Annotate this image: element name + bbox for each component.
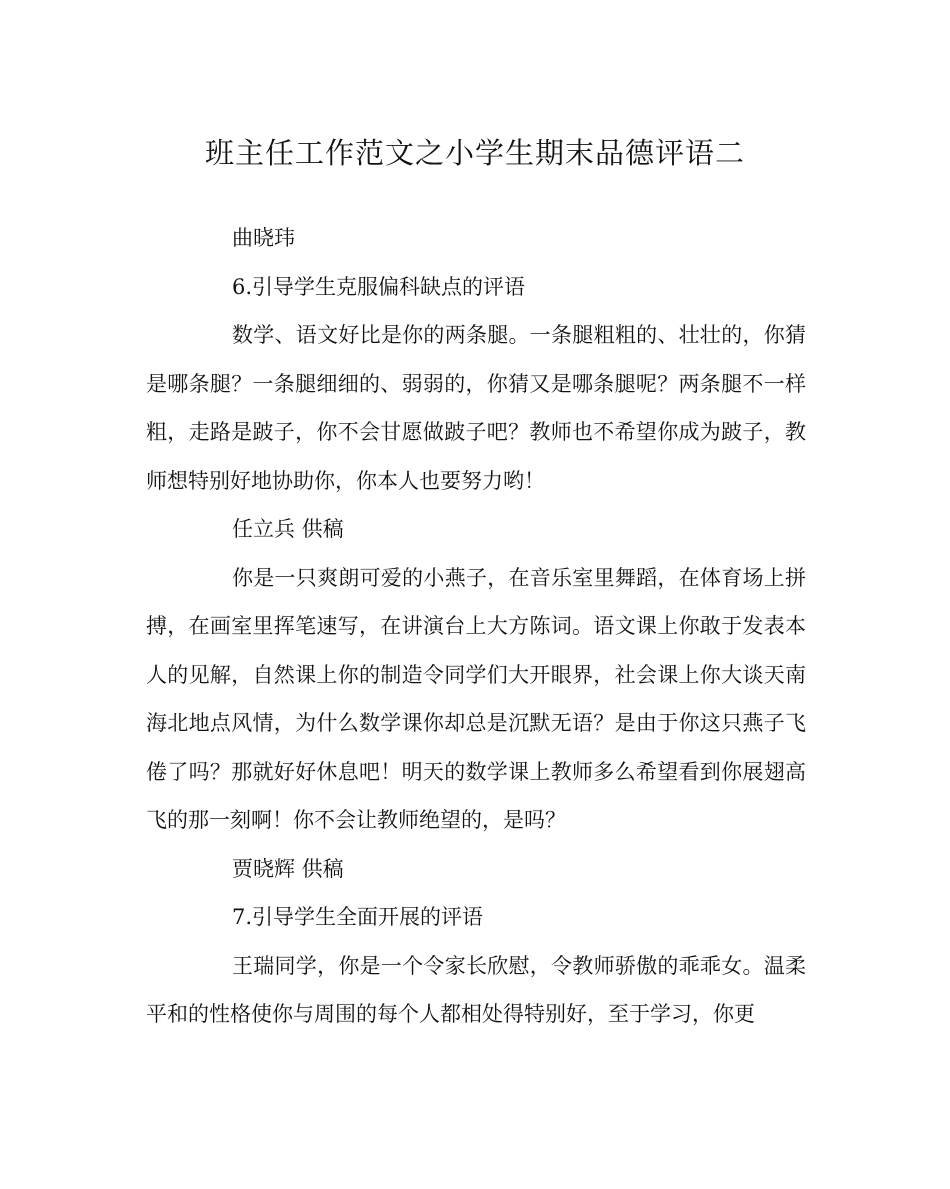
contributor-line: 贾晓辉 供稿 [232, 856, 344, 881]
author-line: 曲晓玮 [232, 226, 295, 250]
contributor-line: 任立兵 供稿 [232, 517, 344, 541]
body-paragraph: 王瑞同学，你是一个令家长欣慰，令教师骄傲的乖乖女。温柔平和的性格使你与周围的每个人都相处得特别好，至于学习，你更 [146, 953, 806, 1026]
section-heading: 7.引导学生全面开展的评语 [232, 905, 484, 929]
body-paragraph: 你是一只爽朗可爱的小燕子，在音乐室里舞蹈，在体育场上拼搏，在画室里挥笔速写，在讲演台上大方陈词。语文课上你敢于发表本人的见解，自然课上你的制造令同学们大开眼界，社会课上你大谈天南海北地点风情，为什么数学课你却总是沉默无语？是由于你这只燕子飞倦了吗？那就好好休息吧！明天的数学课上教师多么希望看到你展翅高飞的那一刻啊！你不会让教师绝望的，是吗？ [146, 565, 806, 832]
document-title: 班主任工作范文之小学生期末品德评语二 [204, 136, 745, 170]
section-heading: 6.引导学生克服偏科缺点的评语 [232, 274, 526, 299]
body-paragraph: 数学、语文好比是你的两条腿。一条腿粗粗的、壮壮的，你猜是哪条腿？一条腿细细的、弱弱的，你猜又是哪条腿呢？两条腿不一样粗，走路是跛子，你不会甘愿做跛子吧？教师也不希望你成为跛子，教师想特别好地协助你，你本人也要努力哟！ [146, 323, 806, 493]
document-body [146, 214, 806, 1039]
